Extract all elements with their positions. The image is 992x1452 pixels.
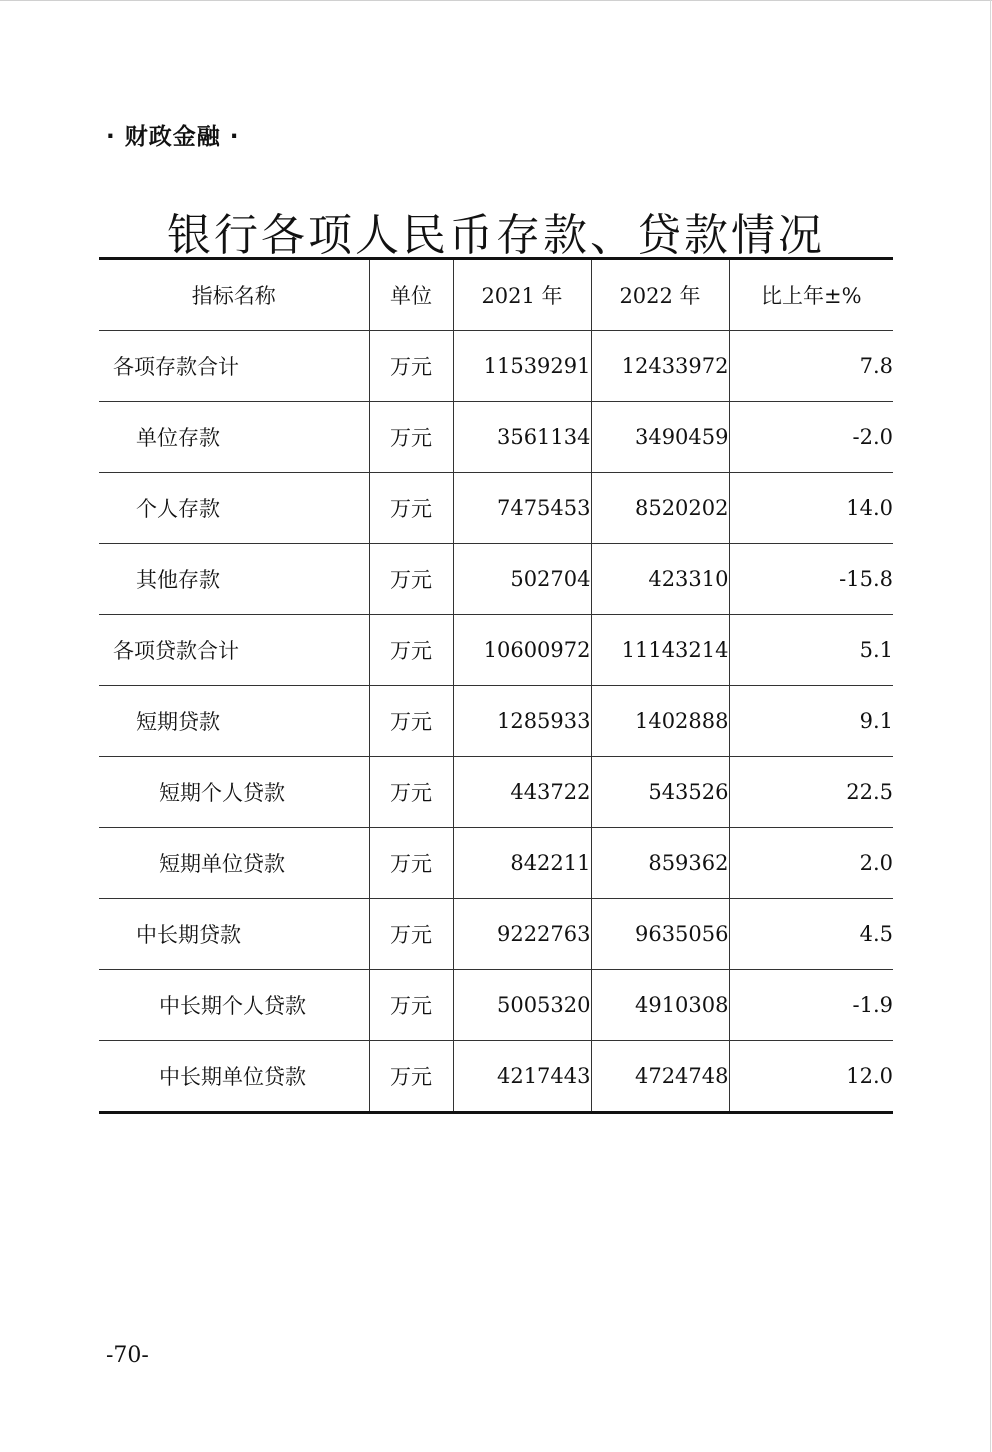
row-value-2021: 4217443 bbox=[453, 1041, 591, 1113]
page-top-edge bbox=[0, 0, 992, 1]
row-unit: 万元 bbox=[369, 686, 453, 757]
row-value-2022: 8520202 bbox=[591, 473, 729, 544]
header-year-2022: 2022 年 bbox=[591, 259, 729, 331]
row-unit: 万元 bbox=[369, 331, 453, 402]
row-name: 短期贷款 bbox=[99, 686, 369, 757]
row-name: 个人存款 bbox=[99, 473, 369, 544]
row-value-2021: 5005320 bbox=[453, 970, 591, 1041]
row-unit: 万元 bbox=[369, 828, 453, 899]
header-year-2021: 2021 年 bbox=[453, 259, 591, 331]
row-name: 短期个人贷款 bbox=[99, 757, 369, 828]
row-unit: 万元 bbox=[369, 615, 453, 686]
deposit-loan-table bbox=[99, 257, 893, 1114]
row-value-2022: 423310 bbox=[591, 544, 729, 615]
row-change: 2.0 bbox=[729, 828, 893, 899]
row-unit: 万元 bbox=[369, 970, 453, 1041]
row-change: 9.1 bbox=[729, 686, 893, 757]
page-title: 银行各项人民币存款、贷款情况 bbox=[167, 210, 825, 262]
table-row bbox=[99, 544, 893, 615]
section-tag: · 财政金融 · bbox=[106, 124, 240, 150]
row-value-2022: 4724748 bbox=[591, 1041, 729, 1113]
table-row bbox=[99, 473, 893, 544]
row-value-2022: 12433972 bbox=[591, 331, 729, 402]
row-name: 中长期贷款 bbox=[99, 899, 369, 970]
row-change: -15.8 bbox=[729, 544, 893, 615]
row-value-2021: 443722 bbox=[453, 757, 591, 828]
table-row bbox=[99, 828, 893, 899]
row-value-2021: 9222763 bbox=[453, 899, 591, 970]
row-unit: 万元 bbox=[369, 757, 453, 828]
page-number: -70- bbox=[106, 1343, 149, 1368]
row-name: 其他存款 bbox=[99, 544, 369, 615]
table-row bbox=[99, 402, 893, 473]
row-unit: 万元 bbox=[369, 402, 453, 473]
row-value-2022: 543526 bbox=[591, 757, 729, 828]
row-value-2021: 10600972 bbox=[453, 615, 591, 686]
row-value-2021: 1285933 bbox=[453, 686, 591, 757]
row-name: 中长期个人贷款 bbox=[99, 970, 369, 1041]
row-name: 中长期单位贷款 bbox=[99, 1041, 369, 1113]
table-row bbox=[99, 970, 893, 1041]
row-unit: 万元 bbox=[369, 544, 453, 615]
row-value-2022: 4910308 bbox=[591, 970, 729, 1041]
row-value-2022: 3490459 bbox=[591, 402, 729, 473]
table-row bbox=[99, 899, 893, 970]
table-row bbox=[99, 1041, 893, 1113]
row-value-2021: 11539291 bbox=[453, 331, 591, 402]
table-header-row bbox=[99, 259, 893, 331]
table-row bbox=[99, 615, 893, 686]
row-change: -1.9 bbox=[729, 970, 893, 1041]
row-value-2022: 9635056 bbox=[591, 899, 729, 970]
row-change: -2.0 bbox=[729, 402, 893, 473]
row-change: 14.0 bbox=[729, 473, 893, 544]
row-unit: 万元 bbox=[369, 899, 453, 970]
row-name: 各项贷款合计 bbox=[99, 615, 369, 686]
row-unit: 万元 bbox=[369, 473, 453, 544]
row-change: 22.5 bbox=[729, 757, 893, 828]
row-value-2021: 7475453 bbox=[453, 473, 591, 544]
table-row bbox=[99, 331, 893, 402]
row-change: 7.8 bbox=[729, 331, 893, 402]
table-row bbox=[99, 686, 893, 757]
row-value-2021: 842211 bbox=[453, 828, 591, 899]
row-name: 各项存款合计 bbox=[99, 331, 369, 402]
header-change-pct: 比上年±% bbox=[729, 259, 893, 331]
row-value-2021: 3561134 bbox=[453, 402, 591, 473]
header-indicator-name: 指标名称 bbox=[99, 259, 369, 331]
row-value-2022: 11143214 bbox=[591, 615, 729, 686]
row-value-2022: 1402888 bbox=[591, 686, 729, 757]
row-unit: 万元 bbox=[369, 1041, 453, 1113]
row-value-2021: 502704 bbox=[453, 544, 591, 615]
table-row bbox=[99, 757, 893, 828]
header-unit: 单位 bbox=[369, 259, 453, 331]
row-change: 4.5 bbox=[729, 899, 893, 970]
row-name: 短期单位贷款 bbox=[99, 828, 369, 899]
row-value-2022: 859362 bbox=[591, 828, 729, 899]
row-name: 单位存款 bbox=[99, 402, 369, 473]
row-change: 5.1 bbox=[729, 615, 893, 686]
row-change: 12.0 bbox=[846, 1064, 893, 1088]
